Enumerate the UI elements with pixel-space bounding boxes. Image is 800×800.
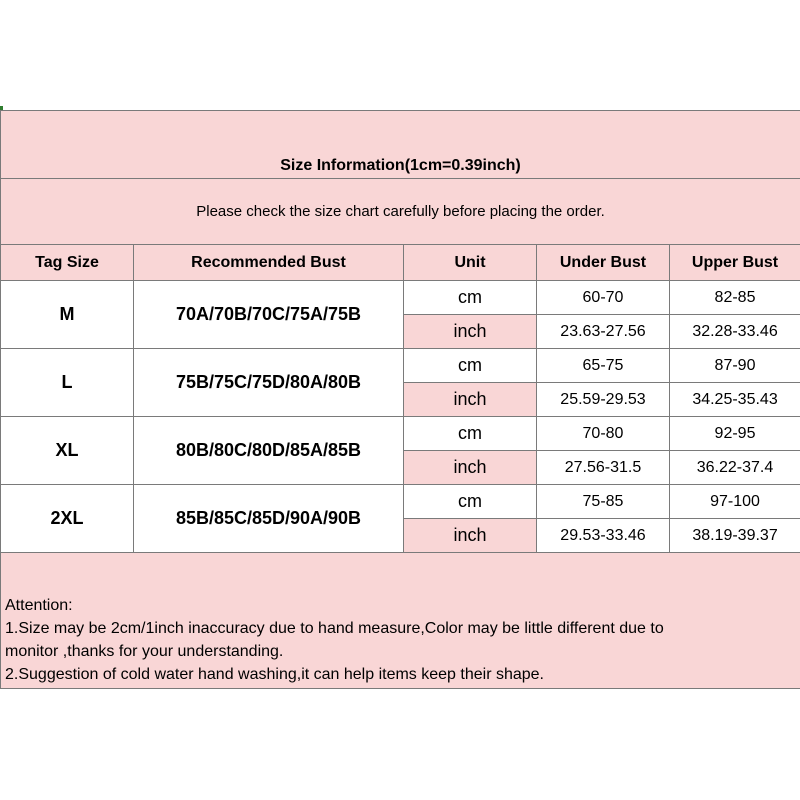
- under-bust-cell: 23.63-27.56: [537, 315, 670, 349]
- under-bust-cell: 70-80: [537, 417, 670, 451]
- under-bust-cell: 75-85: [537, 485, 670, 519]
- under-bust-cell: 29.53-33.46: [537, 519, 670, 553]
- tag-size-cell: XL: [1, 417, 134, 485]
- unit-cell: inch: [404, 519, 537, 553]
- upper-bust-cell: 36.22-37.4: [670, 451, 800, 485]
- unit-cell: cm: [404, 417, 537, 451]
- unit-cell: cm: [404, 485, 537, 519]
- under-bust-cell: 25.59-29.53: [537, 383, 670, 417]
- header-upper-bust: Upper Bust: [670, 245, 800, 281]
- table-row: [1, 485, 800, 519]
- unit-cell: inch: [404, 315, 537, 349]
- attention-heading: Attention:: [5, 597, 73, 614]
- upper-bust-cell: 34.25-35.43: [670, 383, 800, 417]
- upper-bust-cell: 82-85: [670, 281, 800, 315]
- header-recommended-bust: Recommended Bust: [134, 245, 404, 281]
- upper-bust-cell: 87-90: [670, 349, 800, 383]
- upper-bust-cell: 92-95: [670, 417, 800, 451]
- recommended-bust-cell: 80B/80C/80D/85A/85B: [134, 417, 404, 485]
- order-notice: Please check the size chart carefully before placing the order.: [1, 179, 800, 245]
- table-row: [1, 349, 800, 383]
- tag-size-cell: 2XL: [1, 485, 134, 553]
- header-under-bust: Under Bust: [537, 245, 670, 281]
- attention-line: 2.Suggestion of cold water hand washing,it can help items keep their shape.: [5, 666, 544, 683]
- under-bust-cell: 60-70: [537, 281, 670, 315]
- size-chart-table: [0, 110, 800, 689]
- unit-cell: cm: [404, 281, 537, 315]
- unit-cell: inch: [404, 451, 537, 485]
- attention-line: monitor ,thanks for your understanding.: [5, 643, 284, 660]
- header-tag-size: Tag Size: [1, 245, 134, 281]
- unit-cell: inch: [404, 383, 537, 417]
- attention-line: 1.Size may be 2cm/1inch inaccuracy due to hand measure,Color may be little different due to: [5, 620, 664, 637]
- unit-cell: cm: [404, 349, 537, 383]
- under-bust-cell: 65-75: [537, 349, 670, 383]
- table-row: [1, 281, 800, 315]
- upper-bust-cell: 97-100: [670, 485, 800, 519]
- upper-bust-cell: 38.19-39.37: [670, 519, 800, 553]
- upper-bust-cell: 32.28-33.46: [670, 315, 800, 349]
- attention-notes: [1, 553, 800, 689]
- recommended-bust-cell: 85B/85C/85D/90A/90B: [134, 485, 404, 553]
- tag-size-cell: L: [1, 349, 134, 417]
- recommended-bust-cell: 70A/70B/70C/75A/75B: [134, 281, 404, 349]
- chart-title: Size Information(1cm=0.39inch): [1, 111, 800, 179]
- recommended-bust-cell: 75B/75C/75D/80A/80B: [134, 349, 404, 417]
- under-bust-cell: 27.56-31.5: [537, 451, 670, 485]
- table-row: [1, 417, 800, 451]
- tag-size-cell: M: [1, 281, 134, 349]
- header-unit: Unit: [404, 245, 537, 281]
